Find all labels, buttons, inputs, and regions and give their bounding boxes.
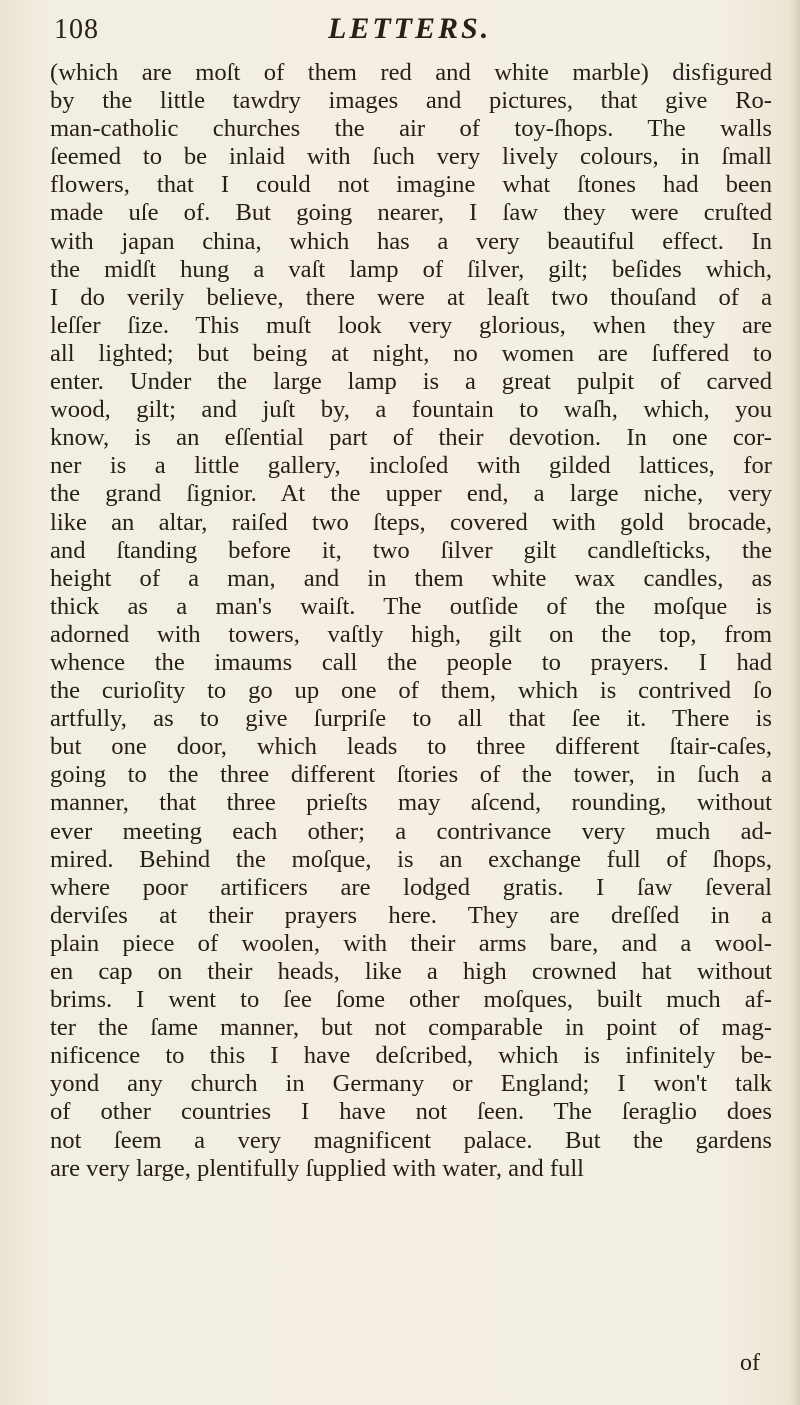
text-line: where poor artificers are lodged gratis. I ſaw ſeveral: [50, 873, 772, 901]
running-head: LETTERS.: [328, 12, 492, 45]
text-line: ter the ſame manner, but not comparable in point of mag-: [50, 1014, 772, 1042]
text-line: like an altar, raiſed two ſteps, covered with gold brocade,: [50, 508, 772, 536]
text-line: height of a man, and in them white wax candles, as: [50, 564, 772, 592]
text-line: all lighted; but being at night, no women are ſuffered to: [50, 339, 772, 367]
text-line: flowers, that I could not imagine what ſtones had been: [50, 171, 772, 199]
text-line: plain piece of woolen, with their arms bare, and a wool-: [50, 929, 772, 957]
text-line: the midſt hung a vaſt lamp of ſilver, gilt; beſides which,: [50, 255, 772, 283]
text-line: nificence to this I have deſcribed, which is infinitely be-: [50, 1042, 772, 1070]
text-line: ſeemed to be inlaid with ſuch very lively colours, in ſmall: [50, 143, 772, 171]
text-line: ner is a little gallery, incloſed with gilded lattices, for: [50, 452, 772, 480]
text-line: man-catholic churches the air of toy-ſhops. The walls: [50, 115, 772, 143]
text-line: brims. I went to ſee ſome other moſques, built much af-: [50, 986, 772, 1014]
body-text: [50, 59, 772, 1183]
text-line: enter. Under the large lamp is a great pulpit of carved: [50, 368, 772, 396]
text-line: wood, gilt; and juſt by, a fountain to waſh, which, you: [50, 396, 772, 424]
text-line: whence the imaums call the people to prayers. I had: [50, 648, 772, 676]
text-line: derviſes at their prayers here. They are dreſſed in a: [50, 901, 772, 929]
page-number: 108: [54, 14, 99, 45]
text-line: the grand ſignior. At the upper end, a large niche, very: [50, 480, 772, 508]
text-line: not ſeem a very magnificent palace. But the gardens: [50, 1126, 772, 1154]
text-line: (which are moſt of them red and white marble) disfigured: [50, 59, 772, 86]
text-line: yond any church in Germany or England; I won't talk: [50, 1070, 772, 1098]
text-line: made uſe of. But going nearer, I ſaw they were cruſted: [50, 199, 772, 227]
text-line: thick as a man's waiſt. The outſide of the moſque is: [50, 592, 772, 620]
text-line: mired. Behind the moſque, is an exchange full of ſhops,: [50, 845, 772, 873]
text-line: artfully, as to give ſurpriſe to all that ſee it. There is: [50, 705, 772, 733]
page-edge-shadow: [790, 0, 800, 1405]
text-line: adorned with towers, vaſtly high, gilt on the top, from: [50, 620, 772, 648]
page-header: [46, 6, 766, 56]
text-line: going to the three different ſtories of the tower, in ſuch a: [50, 761, 772, 789]
catchword: of: [740, 1350, 760, 1376]
text-line: but one door, which leads to three different ſtair-caſes,: [50, 733, 772, 761]
text-line: leſſer ſize. This muſt look very glorious, when they are: [50, 311, 772, 339]
text-line: of other countries I have not ſeen. The ſeraglio does: [50, 1098, 772, 1126]
text-line: manner, that three prieſts may aſcend, rounding, without: [50, 789, 772, 817]
text-line: en cap on their heads, like a high crowned hat without: [50, 958, 772, 985]
text-line: with japan china, which has a very beautiful effect. In: [50, 227, 772, 255]
text-line: I do verily believe, there were at leaſt two thouſand of a: [50, 283, 772, 311]
text-line: and ſtanding before it, two ſilver gilt candleſticks, the: [50, 536, 772, 564]
text-line: the curioſity to go up one of them, which is contrived ſo: [50, 677, 772, 705]
text-line: ever meeting each other; a contrivance very much ad-: [50, 817, 772, 845]
text-line: know, is an eſſential part of their devotion. In one cor-: [50, 424, 772, 452]
text-line: by the little tawdry images and pictures, that give Ro-: [50, 87, 772, 115]
text-line: are very large, plentifully ſupplied with water, and full: [50, 1154, 584, 1182]
